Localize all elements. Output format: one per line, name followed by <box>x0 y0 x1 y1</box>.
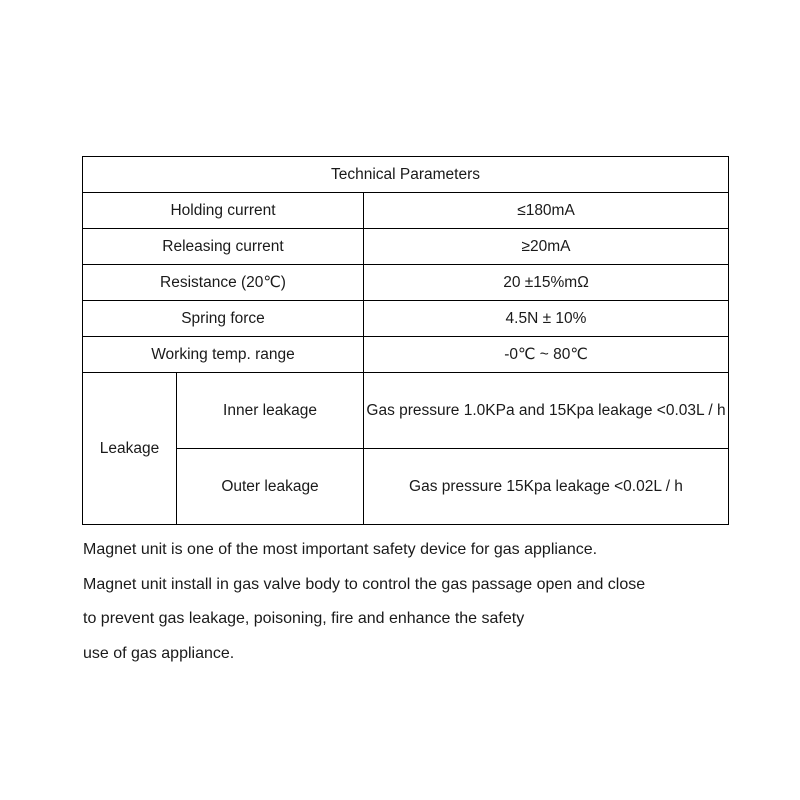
description-text <box>83 533 783 671</box>
description-line: Magnet unit is one of the most important safety device for gas appliance. <box>83 541 598 558</box>
param-value-resistance: 20 ±15%mΩ <box>364 265 729 301</box>
leakage-label: Leakage <box>83 373 177 525</box>
description-line: to prevent gas leakage, poisoning, fire and enhance the safety <box>83 610 525 627</box>
param-label-resistance: Resistance (20℃) <box>83 265 364 301</box>
description-line: Magnet unit install in gas valve body to control the gas passage open and close <box>83 575 646 593</box>
param-label-working-temp: Working temp. range <box>83 337 364 373</box>
param-value-releasing-current: ≥20mA <box>364 229 729 265</box>
technical-parameters-table <box>82 156 729 525</box>
param-label-holding-current: Holding current <box>83 193 364 229</box>
outer-leakage-label: Outer leakage <box>177 449 364 525</box>
inner-leakage-value: Gas pressure 1.0KPa and 15Kpa leakage <0.03L / h <box>364 373 729 449</box>
table-title: Technical Parameters <box>83 157 729 193</box>
table-row <box>83 373 729 449</box>
table-header-row <box>83 157 729 193</box>
param-label-releasing-current: Releasing current <box>83 229 364 265</box>
param-value-working-temp: -0℃ ~ 80℃ <box>364 337 729 373</box>
outer-leakage-value: Gas pressure 15Kpa leakage <0.02L / h <box>364 449 729 525</box>
table-row <box>83 193 729 229</box>
inner-leakage-label: Inner leakage <box>177 373 364 449</box>
table-row <box>83 229 729 265</box>
table-row <box>83 337 729 373</box>
param-value-holding-current: ≤180mA <box>364 193 729 229</box>
table-row <box>83 301 729 337</box>
param-label-spring-force: Spring force <box>83 301 364 337</box>
param-value-spring-force: 4.5N ± 10% <box>364 301 729 337</box>
table-row <box>83 265 729 301</box>
description-line: use of gas appliance. <box>83 644 235 662</box>
table-row <box>83 449 729 525</box>
